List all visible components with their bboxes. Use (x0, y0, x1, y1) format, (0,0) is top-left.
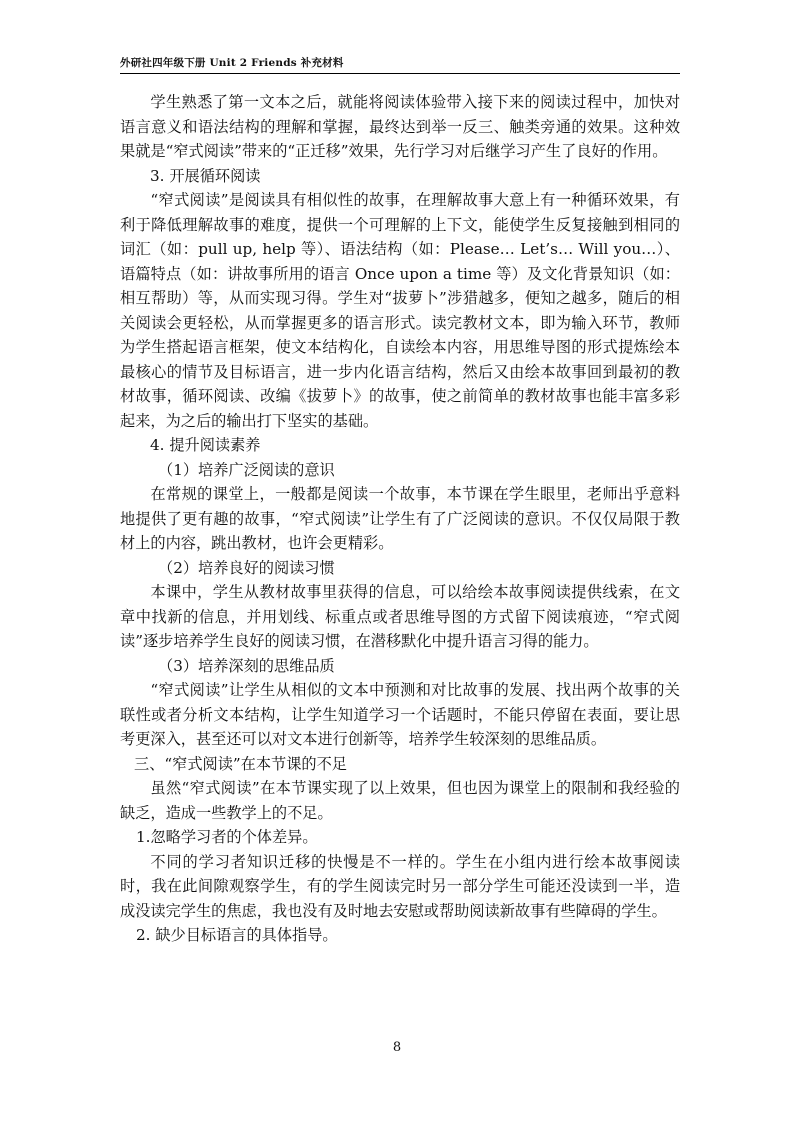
document-header: 外研社四年级下册 Unit 2 Friends 补充材料 (120, 55, 680, 74)
section-heading-reading-literacy: 4. 提升阅读素养 (150, 436, 261, 454)
paragraph-loop-reading: “窄式阅读”是阅读具有相似性的故事，在理解故事大意上有一种循环效果，有利于降低理解故事的难度，提供一个可理解的上下文，能使学生反复接触到相同的词汇（如：pull up, help 等）、语法结构（如：Please… Let’s… Will you…）、语篇特点（如：讲故事所用的语言 Once upon a time 等）及文化背景知识（如：相互帮助）等，从而实现习得。学生对“拔萝卜”涉猎越多，便知之越多，随后的相关阅读会更轻松，从而掌握更多的语言形式。读完教材文本，即为输入环节，教师为学生搭起语言框架，使文本结构化，自读绘本内容，用思维导图的形式提炼绘本最核心的情节及目标语言，进一步内化语言结构，然后又由绘本故事回到最初的教材故事，循环阅读、改编《拔萝卜》的故事，使之前简单的教材故事也能丰富多彩起来，为之后的输出打下坚实的基础。 (120, 191, 680, 430)
subheading-individual-differences: 1.忽略学习者的个体差异。 (136, 828, 318, 846)
paragraph-wide-reading: 在常规的课堂上，一般都是阅读一个故事，本节课在学生眼里，老师出乎意料地提供了更有趣的故事，“窄式阅读”让学生有了广泛阅读的意识。不仅仅局限于教材上的内容，跳出教材，也许会更精彩。 (120, 485, 680, 552)
paragraph-thinking-quality: “窄式阅读”让学生从相似的文本中预测和对比故事的发展、找出两个故事的关联性或者分析文本结构，让学生知道学习一个话题时，不能只停留在表面，要让思考更深入，甚至还可以对文本进行创新等，培养学生较深刻的思维品质。 (120, 681, 680, 748)
paragraph-individual-differences: 不同的学习者知识迁移的快慢是不一样的。学生在小组内进行绘本故事阅读时，我在此间隙观察学生，有的学生阅读完时另一部分学生可能还没读到一半，造成没读完学生的焦虑，我也没有及时地去安慰或帮助阅读新故事有些障碍的学生。 (120, 852, 680, 920)
subheading-target-language-guidance: 2. 缺少目标语言的具体指导。 (136, 926, 338, 944)
subheading-reading-habits: （2）培养良好的阅读习惯 (158, 558, 335, 577)
subheading-wide-reading: （1）培养广泛阅读的意识 (158, 460, 335, 479)
subheading-thinking-quality: （3）培养深刻的思维品质 (158, 656, 335, 675)
section-heading-loop-reading: 3. 开展循环阅读 (150, 166, 261, 185)
paragraph-shortcomings: 虽然“窄式阅读”在本节课实现了以上效果，但也因为课堂上的限制和我经验的缺乏，造成一些教学上的不足。 (120, 779, 680, 822)
paragraph-reading-habits: 本课中，学生从教材故事里获得的信息，可以给绘本故事阅读提供线索，在文章中找新的信息，并用划线、标重点或者思维导图的方式留下阅读痕迹，“窄式阅读”逐步培养学生良好的阅读习惯，在潜移默化中提升语言习得的能力。 (120, 583, 680, 650)
document-body (120, 90, 680, 948)
page-number: 8 (392, 1040, 402, 1055)
paragraph-positive-transfer: 学生熟悉了第一文本之后，就能将阅读体验带入接下来的阅读过程中，加快对语言意义和语法结构的理解和掌握，最终达到举一反三、触类旁通的效果。这种效果就是“窄式阅读”带来的“正迁移”效果，先行学习对后继学习产生了良好的作用。 (120, 93, 680, 160)
section-heading-shortcomings: 三、“窄式阅读”在本节课的不足 (134, 754, 347, 773)
